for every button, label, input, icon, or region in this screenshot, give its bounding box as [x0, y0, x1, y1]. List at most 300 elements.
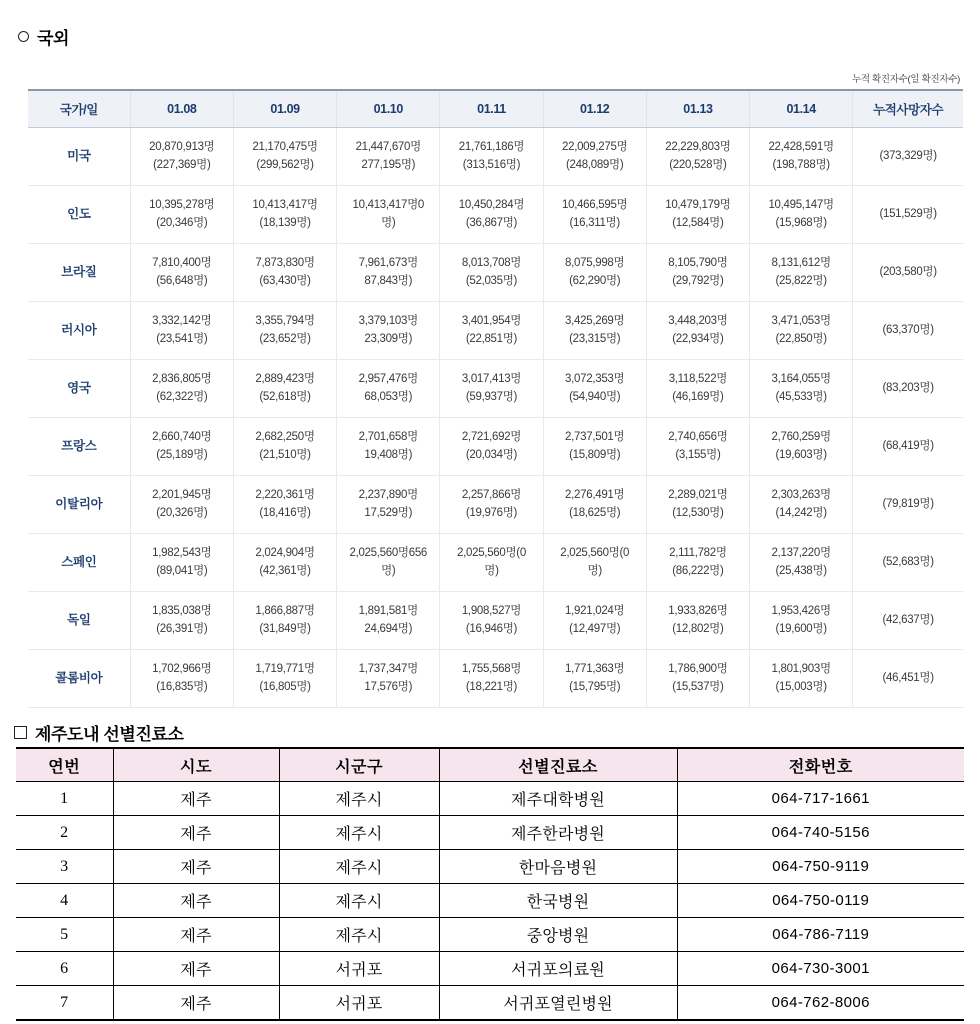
cumulative-count: 2,701,658명 — [358, 431, 418, 444]
cumulative-count: 1,755,568명 — [461, 663, 522, 676]
clinic-tel-cell: 064-730-3001 — [677, 952, 964, 986]
daily-count: (29,792명) — [672, 274, 724, 287]
daily-count: (12,530명) — [672, 506, 724, 519]
table-row — [16, 816, 964, 850]
overseas-col-0113: 01.13 — [646, 90, 749, 128]
overseas-data-cell — [440, 418, 543, 476]
cumulative-count: 3,017,413명 — [461, 373, 522, 386]
cumulative-count: 2,737,501명 — [565, 431, 625, 444]
overseas-data-cell — [750, 360, 853, 418]
overseas-data-cell — [337, 360, 440, 418]
overseas-data-cell — [233, 592, 336, 650]
overseas-data-cell — [646, 360, 749, 418]
clinic-tel-cell: 064-717-1661 — [677, 782, 964, 816]
cumulative-count: 2,201,945명 — [152, 489, 212, 502]
overseas-data-cell — [440, 534, 543, 592]
overseas-data-cell — [543, 418, 646, 476]
overseas-data-cell — [646, 244, 749, 302]
clinic-name-cell: 한마음병원 — [439, 850, 677, 884]
daily-count: (89,041명) — [156, 564, 208, 577]
overseas-data-cell — [337, 186, 440, 244]
cumulative-count: 8,013,708명 — [461, 257, 522, 270]
clinic-sido-cell: 제주 — [113, 816, 279, 850]
clinic-col-sigungu: 시군구 — [279, 748, 439, 782]
daily-count: (16,311명) — [569, 216, 620, 229]
overseas-data-cell — [233, 360, 336, 418]
cumulative-count: 21,170,475명 — [252, 141, 318, 154]
overseas-deaths-cell: (42,637명) — [853, 592, 963, 650]
clinic-col-sido: 시도 — [113, 748, 279, 782]
clinic-col-name: 선별진료소 — [439, 748, 677, 782]
overseas-data-cell — [233, 650, 336, 708]
clinic-heading-label: 제주도내 선별진료소 — [35, 725, 184, 744]
overseas-data-cell — [440, 302, 543, 360]
table-row — [28, 302, 963, 360]
daily-count: (23,315명) — [569, 332, 621, 345]
daily-count: (86,222명) — [672, 564, 724, 577]
overseas-data-cell — [646, 302, 749, 360]
cumulative-count: 2,024,904명 — [255, 547, 315, 560]
clinic-tel-cell: 064-750-9119 — [677, 850, 964, 884]
overseas-data-cell — [646, 534, 749, 592]
overseas-country-cell: 브라질 — [28, 244, 130, 302]
clinic-no-cell: 2 — [16, 816, 113, 850]
overseas-data-cell — [233, 418, 336, 476]
clinic-no-cell: 6 — [16, 952, 113, 986]
daily-count: (20,034명) — [465, 448, 518, 461]
clinic-sido-cell: 제주 — [113, 884, 279, 918]
overseas-data-cell — [750, 302, 853, 360]
daily-count: (52,618명) — [259, 390, 311, 403]
daily-count: (16,946명) — [465, 622, 518, 635]
overseas-data-cell — [337, 534, 440, 592]
cumulative-count: 7,961,673명 — [358, 257, 418, 270]
daily-count: (248,089명) — [566, 158, 624, 171]
cumulative-count: 1,801,903명 — [771, 663, 831, 676]
cumulative-count: 1,908,527명 — [461, 605, 522, 618]
cumulative-count: 2,721,692명 — [461, 431, 522, 444]
table-row — [16, 782, 964, 816]
table-row — [28, 650, 963, 708]
overseas-country-cell: 스페인 — [28, 534, 130, 592]
circle-bullet-icon — [18, 31, 29, 42]
clinic-tel-cell: 064-786-7119 — [677, 918, 964, 952]
overseas-data-cell — [130, 476, 233, 534]
overseas-data-cell — [130, 244, 233, 302]
overseas-data-cell — [750, 476, 853, 534]
clinic-section-heading — [14, 720, 980, 745]
overseas-data-cell — [750, 418, 853, 476]
overseas-country-cell: 콜롬비아 — [28, 650, 130, 708]
overseas-deaths-cell: (203,580명) — [853, 244, 963, 302]
daily-count: (15,809명) — [569, 448, 621, 461]
overseas-data-cell — [233, 128, 336, 186]
cumulative-count: 2,025,560명656 — [349, 547, 428, 560]
cumulative-count: 2,889,423명 — [255, 373, 315, 386]
daily-count: 명) — [484, 564, 499, 577]
daily-count: (198,788명) — [772, 158, 830, 171]
daily-count: (19,600명) — [775, 622, 827, 635]
overseas-section-heading — [18, 24, 980, 49]
cumulative-count: 2,111,782명 — [669, 547, 727, 560]
overseas-data-cell — [440, 592, 543, 650]
daily-count: (31,849명) — [259, 622, 311, 635]
overseas-col-0110: 01.10 — [337, 90, 440, 128]
daily-count: 68,053명) — [364, 390, 413, 403]
cumulative-count: 1,921,024명 — [565, 605, 625, 618]
daily-count: (45,533명) — [775, 390, 827, 403]
cumulative-count: 1,835,038명 — [152, 605, 212, 618]
clinic-name-cell: 제주한라병원 — [439, 816, 677, 850]
clinic-sigungu-cell: 제주시 — [279, 850, 439, 884]
overseas-deaths-cell: (83,203명) — [853, 360, 963, 418]
daily-count: (23,652명) — [259, 332, 311, 345]
overseas-country-cell: 프랑스 — [28, 418, 130, 476]
daily-count: (313,516명) — [462, 158, 521, 171]
overseas-data-cell — [750, 128, 853, 186]
daily-count: (12,802명) — [672, 622, 724, 635]
overseas-table — [28, 89, 963, 708]
cumulative-count: 2,289,021명 — [668, 489, 728, 502]
clinic-name-cell: 서귀포열린병원 — [439, 986, 677, 1021]
overseas-data-cell — [750, 534, 853, 592]
overseas-data-cell — [337, 302, 440, 360]
overseas-deaths-cell: (46,451명) — [853, 650, 963, 708]
cumulative-count: 2,760,259명 — [771, 431, 831, 444]
daily-count: (19,976명) — [465, 506, 518, 519]
table-row — [28, 128, 963, 186]
cumulative-count: 3,118,522명 — [668, 373, 728, 386]
cumulative-count: 2,220,361명 — [255, 489, 315, 502]
daily-count: 19,408명) — [364, 448, 413, 461]
cumulative-count: 3,448,203명 — [668, 315, 728, 328]
table-row — [28, 244, 963, 302]
cumulative-count: 20,870,913명 — [149, 141, 215, 154]
cumulative-count: 2,137,220명 — [771, 547, 831, 560]
overseas-data-cell — [543, 650, 646, 708]
cumulative-count: 7,873,830명 — [255, 257, 315, 270]
daily-count: (220,528명) — [669, 158, 727, 171]
daily-count: (19,603명) — [775, 448, 827, 461]
clinic-sigungu-cell: 서귀포 — [279, 986, 439, 1021]
overseas-data-cell — [646, 476, 749, 534]
overseas-data-cell — [130, 186, 233, 244]
daily-count: (25,189명) — [156, 448, 208, 461]
table-row — [28, 476, 963, 534]
overseas-data-cell — [337, 244, 440, 302]
cumulative-count: 22,428,591명 — [768, 141, 834, 154]
daily-count: (14,242명) — [775, 506, 827, 519]
overseas-heading-label: 국외 — [37, 29, 70, 48]
daily-count: (12,584명) — [672, 216, 724, 229]
overseas-deaths-cell: (151,529명) — [853, 186, 963, 244]
cumulative-count: 8,075,998명 — [565, 257, 625, 270]
overseas-data-cell — [543, 302, 646, 360]
cumulative-count: 2,740,656명 — [668, 431, 728, 444]
daily-count: 87,843명) — [364, 274, 413, 287]
overseas-data-cell — [543, 534, 646, 592]
cumulative-count: 1,891,581명 — [358, 605, 418, 618]
cumulative-count: 1,933,826명 — [668, 605, 728, 618]
overseas-data-cell — [646, 186, 749, 244]
overseas-country-cell: 러시아 — [28, 302, 130, 360]
overseas-data-cell — [337, 476, 440, 534]
daily-count: 24,694명) — [364, 622, 413, 635]
table-row — [16, 952, 964, 986]
daily-count: (16,805명) — [259, 680, 311, 693]
clinic-sigungu-cell: 서귀포 — [279, 952, 439, 986]
cumulative-count: 22,009,275명 — [562, 141, 628, 154]
overseas-data-cell — [543, 128, 646, 186]
overseas-data-cell — [337, 650, 440, 708]
cumulative-count: 3,355,794명 — [255, 315, 315, 328]
clinic-sigungu-cell: 제주시 — [279, 816, 439, 850]
clinic-table-header-row — [16, 748, 964, 782]
overseas-country-cell: 미국 — [28, 128, 130, 186]
overseas-data-cell — [543, 244, 646, 302]
overseas-data-cell — [440, 186, 543, 244]
clinic-sido-cell: 제주 — [113, 850, 279, 884]
clinic-col-tel: 전화번호 — [677, 748, 964, 782]
cumulative-count: 3,332,142명 — [152, 315, 212, 328]
daily-count: (63,430명) — [259, 274, 311, 287]
cumulative-count: 2,276,491명 — [565, 489, 625, 502]
cumulative-count: 21,761,186명 — [458, 141, 525, 154]
overseas-data-cell — [233, 476, 336, 534]
cumulative-count: 7,810,400명 — [152, 257, 212, 270]
table-row — [28, 360, 963, 418]
daily-count: (26,391명) — [156, 622, 208, 635]
daily-count: (12,497명) — [569, 622, 621, 635]
daily-count: 명) — [587, 564, 602, 577]
daily-count: (36,867명) — [465, 216, 518, 229]
table-row — [16, 884, 964, 918]
daily-count: 23,309명) — [364, 332, 413, 345]
clinic-name-cell: 제주대학병원 — [439, 782, 677, 816]
daily-count: 277,195명) — [361, 158, 416, 171]
cumulative-count: 10,479,179명 — [665, 199, 731, 212]
overseas-data-cell — [233, 302, 336, 360]
overseas-country-cell: 인도 — [28, 186, 130, 244]
cumulative-count: 2,025,560명(0 — [457, 547, 526, 560]
overseas-country-cell: 영국 — [28, 360, 130, 418]
overseas-data-cell — [440, 650, 543, 708]
clinic-tel-cell: 064-750-0119 — [677, 884, 964, 918]
overseas-data-cell — [337, 128, 440, 186]
overseas-col-country: 국가/일 — [28, 90, 130, 128]
clinic-name-cell: 한국병원 — [439, 884, 677, 918]
overseas-data-cell — [233, 534, 336, 592]
overseas-country-cell: 독일 — [28, 592, 130, 650]
cumulative-count: 1,702,966명 — [152, 663, 212, 676]
clinic-no-cell: 1 — [16, 782, 113, 816]
daily-count: (299,562명) — [256, 158, 314, 171]
cumulative-count: 1,953,426명 — [771, 605, 831, 618]
cumulative-count: 10,466,595명 — [562, 199, 628, 212]
daily-count: (52,035명) — [465, 274, 518, 287]
overseas-data-cell — [543, 476, 646, 534]
cumulative-count: 1,737,347명 — [358, 663, 418, 676]
overseas-deaths-cell: (373,329명) — [853, 128, 963, 186]
overseas-col-0111: 01.11 — [440, 90, 543, 128]
table-row — [16, 918, 964, 952]
daily-count: (227,369명) — [153, 158, 211, 171]
cumulative-count: 10,395,278명 — [149, 199, 215, 212]
overseas-data-cell — [750, 592, 853, 650]
clinic-tel-cell: 064-762-8006 — [771, 994, 870, 1011]
cumulative-count: 3,425,269명 — [565, 315, 625, 328]
daily-count: (18,625명) — [569, 506, 621, 519]
overseas-col-deaths: 누적사망자수 — [853, 90, 963, 128]
overseas-country-cell: 이탈리아 — [28, 476, 130, 534]
overseas-data-cell — [130, 360, 233, 418]
overseas-deaths-cell: (63,370명) — [853, 302, 963, 360]
daily-count: (62,290명) — [569, 274, 621, 287]
overseas-col-0114: 01.14 — [750, 90, 853, 128]
clinic-sigungu-cell: 제주시 — [279, 782, 439, 816]
overseas-unit-note: 누적 확진자수(일 확진자수) — [851, 74, 960, 85]
cumulative-count: 3,379,103명 — [358, 315, 418, 328]
clinic-name-cell: 서귀포의료원 — [439, 952, 677, 986]
daily-count: (15,003명) — [775, 680, 827, 693]
overseas-data-cell — [440, 128, 543, 186]
daily-count: (20,326명) — [156, 506, 208, 519]
cumulative-count: 21,447,670명 — [355, 141, 421, 154]
overseas-data-cell — [750, 650, 853, 708]
table-row — [16, 986, 964, 1021]
cumulative-count: 1,771,363명 — [565, 663, 625, 676]
table-row — [28, 592, 963, 650]
cumulative-count: 2,957,476명 — [358, 373, 418, 386]
cumulative-count: 3,471,053명 — [771, 315, 831, 328]
cumulative-count: 2,237,890명 — [358, 489, 418, 502]
daily-count: (15,795명) — [569, 680, 621, 693]
overseas-data-cell — [543, 592, 646, 650]
overseas-col-0108: 01.08 — [130, 90, 233, 128]
daily-count: (56,648명) — [156, 274, 208, 287]
overseas-data-cell — [543, 186, 646, 244]
clinic-col-no: 연번 — [16, 748, 113, 782]
clinic-table — [16, 747, 964, 1021]
table-row — [28, 418, 963, 476]
daily-count: (18,221명) — [465, 680, 518, 693]
daily-count: (59,937명) — [465, 390, 518, 403]
clinic-sigungu-cell: 제주시 — [279, 918, 439, 952]
daily-count: (25,438명) — [775, 564, 827, 577]
daily-count: (16,835명) — [156, 680, 208, 693]
overseas-data-cell — [130, 302, 233, 360]
overseas-data-cell — [440, 476, 543, 534]
cumulative-count: 3,164,055명 — [771, 373, 831, 386]
cumulative-count: 8,131,612명 — [771, 257, 831, 270]
overseas-data-cell — [646, 650, 749, 708]
clinic-no-cell: 3 — [16, 850, 113, 884]
overseas-data-cell — [750, 244, 853, 302]
daily-count: (25,822명) — [775, 274, 827, 287]
clinic-sigungu-cell: 제주시 — [279, 884, 439, 918]
clinic-no-cell: 4 — [16, 884, 113, 918]
overseas-data-cell — [130, 592, 233, 650]
table-row — [28, 186, 963, 244]
cumulative-count: 10,495,147명 — [768, 199, 834, 212]
overseas-data-cell — [440, 244, 543, 302]
daily-count: (62,322명) — [156, 390, 208, 403]
overseas-data-cell — [750, 186, 853, 244]
daily-count: 명) — [381, 564, 396, 577]
overseas-table-header-row — [28, 90, 963, 128]
overseas-data-cell — [233, 186, 336, 244]
clinic-tel-cell: 064-740-5156 — [677, 816, 964, 850]
cumulative-count: 2,303,263명 — [771, 489, 831, 502]
table-row — [16, 850, 964, 884]
overseas-data-cell — [646, 592, 749, 650]
overseas-data-cell — [130, 128, 233, 186]
cumulative-count: 1,719,771명 — [255, 663, 315, 676]
daily-count: (42,361명) — [259, 564, 311, 577]
daily-count: (22,934명) — [672, 332, 724, 345]
cumulative-count: 3,401,954명 — [461, 315, 522, 328]
clinic-sido-cell: 제주 — [113, 918, 279, 952]
clinic-no-cell: 7 — [16, 986, 113, 1021]
daily-count: (18,416명) — [259, 506, 311, 519]
cumulative-count: 10,413,417명 — [252, 199, 318, 212]
overseas-data-cell — [130, 418, 233, 476]
cumulative-count: 10,450,284명 — [458, 199, 525, 212]
daily-count: (23,541명) — [156, 332, 208, 345]
daily-count: (46,169명) — [672, 390, 724, 403]
overseas-deaths-cell: (52,683명) — [853, 534, 963, 592]
daily-count: 17,576명) — [364, 680, 413, 693]
overseas-data-cell — [233, 244, 336, 302]
cumulative-count: 22,229,803명 — [665, 141, 731, 154]
cumulative-count: 2,025,560명(0 — [560, 547, 630, 560]
cumulative-count: 3,072,353명 — [565, 373, 625, 386]
cumulative-count: 10,413,417명0 — [352, 199, 424, 212]
square-bullet-icon — [14, 726, 27, 739]
overseas-data-cell — [646, 418, 749, 476]
cumulative-count: 8,105,790명 — [668, 257, 728, 270]
cumulative-count: 2,836,805명 — [152, 373, 212, 386]
daily-count: (21,510명) — [259, 448, 311, 461]
daily-count: (20,346명) — [156, 216, 208, 229]
cumulative-count: 2,660,740명 — [152, 431, 212, 444]
overseas-data-cell — [130, 534, 233, 592]
daily-count: 17,529명) — [364, 506, 413, 519]
cumulative-count: 1,786,900명 — [668, 663, 728, 676]
overseas-data-cell — [130, 650, 233, 708]
table-row — [28, 534, 963, 592]
daily-count: (18,139명) — [259, 216, 311, 229]
clinic-name-cell: 중앙병원 — [439, 918, 677, 952]
clinic-no-cell: 5 — [16, 918, 113, 952]
cumulative-count: 1,866,887명 — [255, 605, 315, 618]
daily-count: (15,537명) — [672, 680, 724, 693]
daily-count: 명) — [381, 216, 396, 229]
daily-count: (22,851명) — [465, 332, 518, 345]
overseas-col-0109: 01.09 — [233, 90, 336, 128]
clinic-sido-cell: 제주 — [113, 986, 279, 1021]
overseas-deaths-cell: (68,419명) — [853, 418, 963, 476]
clinic-sido-cell: 제주 — [113, 782, 279, 816]
clinic-sido-cell: 제주 — [113, 952, 279, 986]
daily-count: (22,850명) — [775, 332, 827, 345]
cumulative-count: 2,682,250명 — [255, 431, 315, 444]
daily-count: (15,968명) — [775, 216, 827, 229]
overseas-data-cell — [543, 360, 646, 418]
cumulative-count: 2,257,866명 — [461, 489, 522, 502]
overseas-deaths-cell: (79,819명) — [853, 476, 963, 534]
overseas-data-cell — [337, 418, 440, 476]
